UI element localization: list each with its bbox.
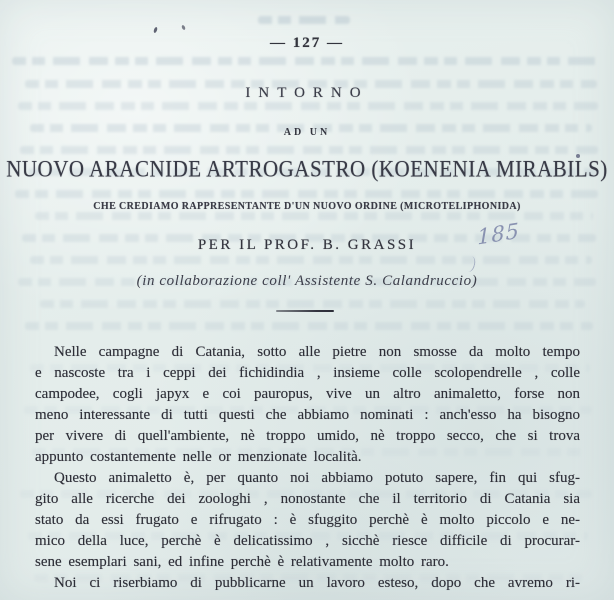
bleed-through-line bbox=[258, 16, 350, 24]
text-line: mico della luce, perchè è delicatissimo , sicchè riesce difficile di procurar- bbox=[35, 533, 580, 549]
title-connector: AD UN bbox=[283, 127, 331, 138]
page-number: — 127 — bbox=[270, 35, 344, 51]
text-line: Noi ci riserbiamo di pubblicarne un lavoro esteso, dopo che avremo ri- bbox=[54, 575, 580, 591]
text-line: Questo animaletto è, per quanto noi abbiamo potuto sapere, fin qui sfug- bbox=[54, 470, 580, 486]
bleed-through-line bbox=[20, 146, 598, 154]
bleed-through-line bbox=[15, 190, 598, 198]
author-line: PER IL PROF. B. GRASSI bbox=[197, 237, 417, 253]
handwriting-stroke bbox=[463, 255, 477, 273]
ink-speck bbox=[181, 25, 186, 31]
ink-speck bbox=[153, 27, 158, 34]
text-line: stato da essi frugato e rifrugato : è sfuggito perchè è molto piccolo e ne- bbox=[35, 512, 580, 528]
bleed-through-line bbox=[18, 102, 598, 110]
text-line: sene esemplari sani, ed infine perchè è relativamente molto raro. bbox=[35, 554, 449, 570]
main-title: NUOVO ARACNIDE ARTROGASTRO (KOENENIA MIRABILS) bbox=[6, 155, 608, 182]
paragraph bbox=[35, 573, 580, 594]
order-subtitle: CHE CREDIAMO RAPPRESENTANTE D'UN NUOVO ORDINE (MICROTELIPHONIDA) bbox=[93, 201, 521, 212]
bleed-through-line bbox=[12, 57, 597, 65]
text-line: e nascoste tra i ceppi dei fichidindia , insieme colle scolopendrelle , colle bbox=[35, 365, 580, 381]
text-line: per vivere di quell'ambiente, nè troppo umido, nè troppo secco, che si trova bbox=[35, 428, 580, 444]
bleed-through-line bbox=[35, 212, 593, 220]
paragraph bbox=[35, 342, 580, 468]
section-divider bbox=[276, 310, 334, 312]
text-line: meno interessante di tutti questi che abbiamo nominati : anch'esso ha bisogno bbox=[35, 407, 580, 423]
text-line: Nelle campagne di Catania, sotto alle pietre non smosse da molto tempo bbox=[54, 344, 580, 360]
bleed-through-line bbox=[30, 256, 592, 264]
paragraph bbox=[35, 468, 580, 573]
bleed-through-line bbox=[25, 322, 593, 330]
text-line: campodee, cogli japyx e coi pauropus, vive un altro animaletto, forse non bbox=[35, 386, 580, 402]
handwritten-number: 185 bbox=[477, 218, 521, 250]
article-title: INTORNO bbox=[245, 85, 369, 101]
article-body bbox=[35, 342, 580, 594]
text-line: appunto costantemente nelle or menzionate località. bbox=[35, 449, 362, 465]
bleed-through-line bbox=[40, 300, 585, 308]
text-line: gito alle ricerche dei zoologhi , nonostante che il territorio di Catania sia bbox=[35, 491, 580, 507]
collaboration-line: (in collaborazione coll' Assistente S. Calandruccio) bbox=[136, 273, 478, 289]
